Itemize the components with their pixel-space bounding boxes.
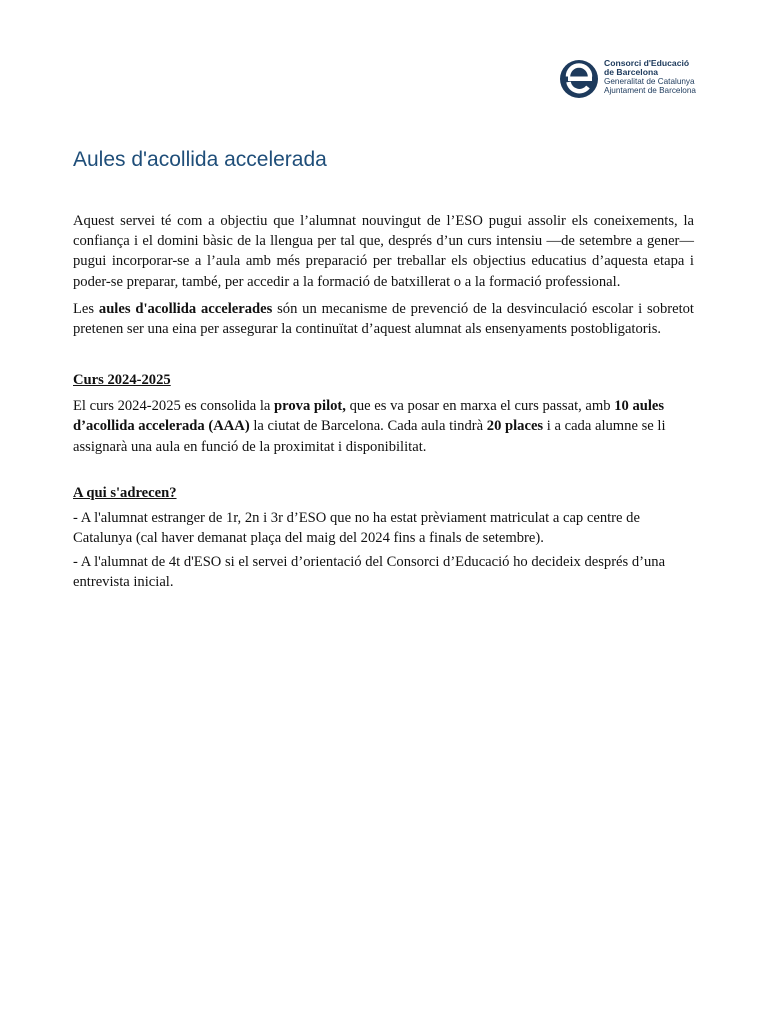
logo-line-4: Ajuntament de Barcelona bbox=[604, 86, 696, 95]
adrecen-item: - A l'alumnat de 4t d'ESO si el servei d’orientació del Consorci d’Educació ho decideix després d’una entrevista inicial. bbox=[73, 554, 666, 591]
page-title: Aules d'acollida accelerada bbox=[73, 148, 327, 171]
intro-text: són un mecanisme de prevenció de la desvinculació escolar i sobretot pretenen ser una eina per assegurar la continuïtat d’aquest alumnat als ensenyaments postobligatoris. bbox=[73, 300, 694, 338]
curs-bold: prova pilot, bbox=[274, 398, 346, 415]
adrecen-heading: A qui s'adrecen? bbox=[73, 484, 177, 501]
adrecen-item: - A l'alumnat estranger de 1r, 2n i 3r d’ESO que no ha estat prèviament matriculat a cap centre de Catalunya (cal haver demanat plaça del maig del 2024 fins a finals de setembre). bbox=[73, 509, 640, 547]
intro-paragraph-2 bbox=[73, 299, 694, 339]
curs-text: que es va posar en marxa el curs passat, amb bbox=[345, 398, 615, 415]
curs-heading: Curs 2024-2025 bbox=[73, 372, 171, 389]
curs-paragraph bbox=[73, 396, 694, 457]
curs-bold: 10 aules d’acollida accelerada (AAA) bbox=[73, 398, 665, 435]
intro-bold-term: aules d'acollida accelerades bbox=[98, 300, 273, 317]
intro-paragraph-1: Aquest servei té com a objectiu que l’alumnat nouvingut de l’ESO pugui assolir els coneixements, la confiança i el domini bàsic de la llengua per tal que, després d’un curs intensiu —de setembre a gener— pugui incorporar-se a l’aula amb més preparació per treballar els objectius educatius d’aquesta etapa i poder-se preparar, també, per accedir a la formació de batxillerat o a la formació professional. bbox=[73, 213, 694, 290]
curs-text: la ciutat de Barcelona. Cada aula tindrà bbox=[249, 418, 487, 435]
logo-text bbox=[604, 59, 696, 95]
logo-line-3: Generalitat de Catalunya bbox=[604, 77, 695, 86]
intro-text: Les bbox=[73, 300, 99, 317]
logo-line-1: Consorci d'Educació bbox=[604, 58, 690, 68]
logo-line-2: de Barcelona bbox=[604, 67, 658, 77]
document-body bbox=[73, 211, 694, 593]
curs-text: El curs 2024-2025 es consolida la bbox=[73, 398, 275, 415]
curs-text: i a cada alumne se li assignarà una aula en funció de la proximitat i disponibilitat. bbox=[73, 418, 666, 455]
curs-bold: 20 places bbox=[486, 418, 544, 435]
consorci-logo bbox=[559, 58, 699, 100]
e-logo-icon bbox=[559, 58, 599, 100]
